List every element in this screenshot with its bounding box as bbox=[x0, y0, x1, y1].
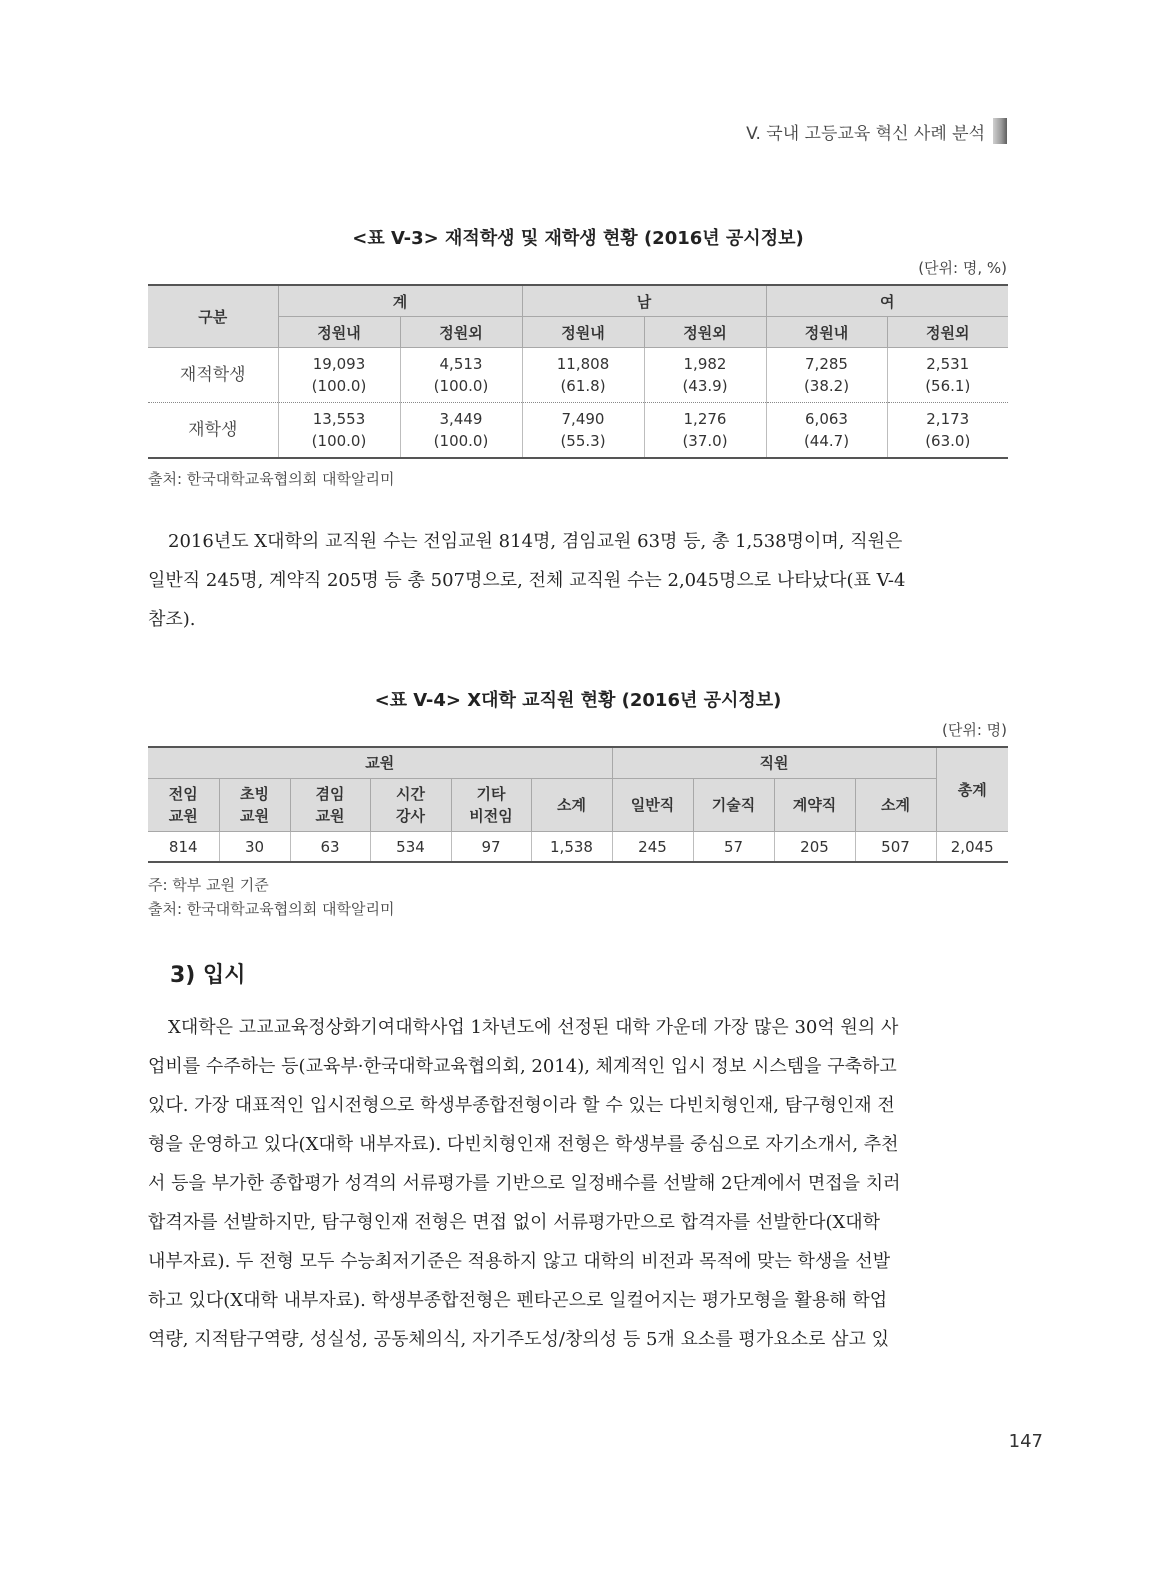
running-header-title: V. 국내 고등교육 혁신 사례 분석 bbox=[746, 123, 985, 144]
table-cell: 63 bbox=[290, 832, 370, 863]
table2-note: 주: 학부 교원 기준 bbox=[148, 876, 269, 894]
paragraph-line: 참조). bbox=[148, 609, 196, 630]
paragraph-line: 형을 운영하고 있다(X대학 내부자료). 다빈치형인재 전형은 학생부를 중심으로 자기소개서, 추천 bbox=[148, 1134, 899, 1155]
table-row bbox=[148, 348, 1008, 403]
group-header-total: 계 bbox=[278, 285, 522, 317]
body-paragraph-admissions bbox=[148, 1008, 1008, 1359]
paragraph-line: X대학은 고교교육정상화기여대학사업 1차년도에 선정된 대학 가운데 가장 많은 30억 원의 사 bbox=[168, 1017, 899, 1038]
faculty-header-invited: 초빙 교원 bbox=[219, 779, 290, 832]
section-heading: 3) 입시 bbox=[170, 963, 246, 988]
faculty-header-subtotal: 소계 bbox=[531, 779, 612, 832]
table-cell: 57 bbox=[693, 832, 774, 863]
table-cell: 1,538 bbox=[531, 832, 612, 863]
table-cell: 11,808 (61.8) bbox=[522, 348, 644, 403]
faculty-header-lecturer: 시간 강사 bbox=[370, 779, 451, 832]
group-header-staff: 직원 bbox=[612, 747, 936, 779]
table-cell: 97 bbox=[451, 832, 531, 863]
body-paragraph-staff bbox=[148, 522, 1008, 639]
col-group-label: 구분 bbox=[148, 285, 278, 348]
table2-caption: <표 V-4> X대학 교직원 현황 (2016년 공시정보) bbox=[374, 690, 782, 711]
staff-header-subtotal: 소계 bbox=[855, 779, 936, 832]
faculty-header-fulltime: 전임 교원 bbox=[148, 779, 219, 832]
table-cell: 2,531 (56.1) bbox=[887, 348, 1008, 403]
table-cell: 6,063 (44.7) bbox=[766, 403, 887, 459]
table-cell: 7,490 (55.3) bbox=[522, 403, 644, 459]
table2-source: 출처: 한국대학교육협의회 대학알리미 bbox=[148, 900, 395, 918]
paragraph-line: 내부자료). 두 전형 모두 수능최저기준은 적용하지 않고 대학의 비전과 목적에 맞는 학생을 선발 bbox=[148, 1251, 891, 1272]
paragraph-line: 일반직 245명, 계약직 205명 등 총 507명으로, 전체 교직원 수는 2,045명으로 나타났다(표 V-4 bbox=[148, 570, 906, 591]
table-row bbox=[148, 832, 1008, 863]
staff-header-general: 일반직 bbox=[612, 779, 693, 832]
subheader: 정원외 bbox=[400, 317, 522, 348]
staff-header-contract: 계약직 bbox=[774, 779, 855, 832]
subheader: 정원내 bbox=[766, 317, 887, 348]
staff-table bbox=[148, 746, 1008, 863]
subheader: 정원외 bbox=[887, 317, 1008, 348]
table-cell: 19,093 (100.0) bbox=[278, 348, 400, 403]
faculty-header-other: 기타 비전임 bbox=[451, 779, 531, 832]
table-cell: 1,276 (37.0) bbox=[644, 403, 766, 459]
subheader: 정원내 bbox=[278, 317, 400, 348]
running-header bbox=[746, 118, 1007, 144]
table-cell: 3,449 (100.0) bbox=[400, 403, 522, 459]
table-cell: 2,173 (63.0) bbox=[887, 403, 1008, 459]
paragraph-line: 하고 있다(X대학 내부자료). 학생부종합전형은 펜타곤으로 일컬어지는 평가모형을 활용해 학업 bbox=[148, 1290, 888, 1311]
table-cell: 205 bbox=[774, 832, 855, 863]
table-cell: 4,513 (100.0) bbox=[400, 348, 522, 403]
table-cell: 30 bbox=[219, 832, 290, 863]
group-header-faculty: 교원 bbox=[148, 747, 612, 779]
table-cell: 814 bbox=[148, 832, 219, 863]
total-header: 총계 bbox=[936, 747, 1008, 832]
paragraph-line: 서 등을 부가한 종합평가 성격의 서류평가를 기반으로 일정배수를 선발해 2단계에서 면접을 치러 bbox=[148, 1173, 901, 1194]
table1-caption: <표 V-3> 재적학생 및 재학생 현황 (2016년 공시정보) bbox=[352, 228, 804, 249]
table-cell: 13,553 (100.0) bbox=[278, 403, 400, 459]
subheader: 정원외 bbox=[644, 317, 766, 348]
faculty-header-adjunct: 겸임 교원 bbox=[290, 779, 370, 832]
table-cell: 1,982 (43.9) bbox=[644, 348, 766, 403]
subheader: 정원내 bbox=[522, 317, 644, 348]
paragraph-line: 합격자를 선발하지만, 탐구형인재 전형은 면접 없이 서류평가만으로 합격자를 선발한다(X대학 bbox=[148, 1212, 881, 1233]
table-cell: 245 bbox=[612, 832, 693, 863]
enrollment-table bbox=[148, 284, 1008, 459]
paragraph-line: 업비를 수주하는 등(교육부·한국대학교육협의회, 2014), 체계적인 입시 정보 시스템을 구축하고 bbox=[148, 1056, 897, 1077]
table-cell: 7,285 (38.2) bbox=[766, 348, 887, 403]
row-label: 재적학생 bbox=[148, 348, 278, 403]
table-cell: 2,045 bbox=[936, 832, 1008, 863]
header-bar-decoration bbox=[993, 118, 1007, 144]
table-cell: 507 bbox=[855, 832, 936, 863]
paragraph-line: 역량, 지적탐구역량, 성실성, 공동체의식, 자기주도성/창의성 등 5개 요소를 평가요소로 삼고 있 bbox=[148, 1329, 889, 1350]
table1-unit: (단위: 명, %) bbox=[918, 259, 1007, 277]
group-header-female: 여 bbox=[766, 285, 1008, 317]
table1-source: 출처: 한국대학교육협의회 대학알리미 bbox=[148, 470, 395, 488]
group-header-male: 남 bbox=[522, 285, 766, 317]
paragraph-line: 있다. 가장 대표적인 입시전형으로 학생부종합전형이라 할 수 있는 다빈치형인재, 탐구형인재 전 bbox=[148, 1095, 895, 1116]
page-number: 147 bbox=[1008, 1431, 1043, 1452]
table-row bbox=[148, 403, 1008, 459]
staff-header-technical: 기술직 bbox=[693, 779, 774, 832]
table-cell: 534 bbox=[370, 832, 451, 863]
paragraph-line: 2016년도 X대학의 교직원 수는 전임교원 814명, 겸임교원 63명 등, 총 1,538명이며, 직원은 bbox=[168, 531, 903, 552]
table2-unit: (단위: 명) bbox=[942, 721, 1007, 739]
row-label: 재학생 bbox=[148, 403, 278, 459]
